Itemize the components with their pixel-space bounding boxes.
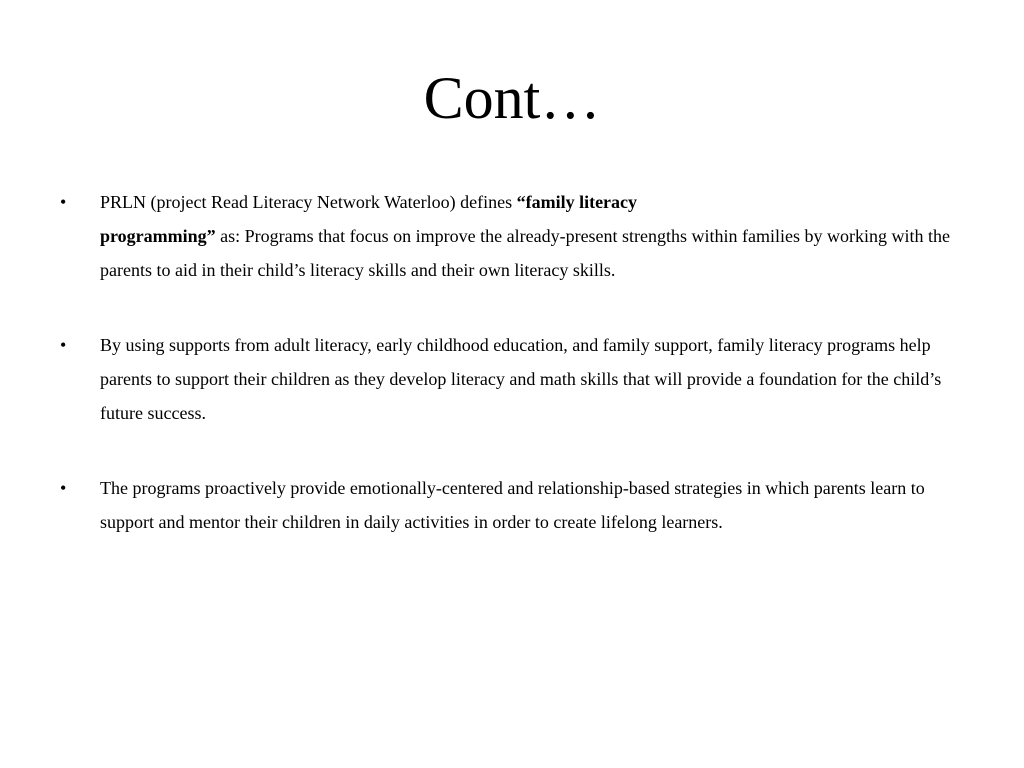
bullet-marker: •	[60, 192, 67, 212]
bullet-1-bold-line1: “family literacy	[516, 192, 638, 212]
bullet-item-3	[60, 471, 970, 539]
bullet-text-3: The programs proactively provide emotionally-centered and relationship-based strategies in which parents learn to support and mentor their children in daily activities in order to create lifelong learners.	[100, 478, 925, 532]
bullet-marker: •	[60, 478, 67, 498]
bullet-1-intro: PRLN (project Read Literacy Network Waterloo) defines	[100, 192, 517, 212]
bullet-item-2	[60, 328, 970, 430]
slide-title: Cont…	[423, 65, 601, 131]
bullet-list	[60, 185, 970, 580]
bullet-1-rest: as: Programs that focus on improve the already-present strengths within families by working with the parents to aid in their child’s literacy skills and their own literacy skills.	[100, 226, 951, 280]
bullet-item-1	[60, 185, 970, 287]
bullet-1-bold-line2: programming”	[100, 226, 216, 246]
bullet-marker: •	[60, 335, 67, 355]
bullet-text-2: By using supports from adult literacy, early childhood education, and family support, family literacy programs help parents to support their children as they develop literacy and math skills that will provide a foundation for the child’s future success.	[100, 335, 942, 423]
bullet-text-1	[100, 192, 950, 280]
